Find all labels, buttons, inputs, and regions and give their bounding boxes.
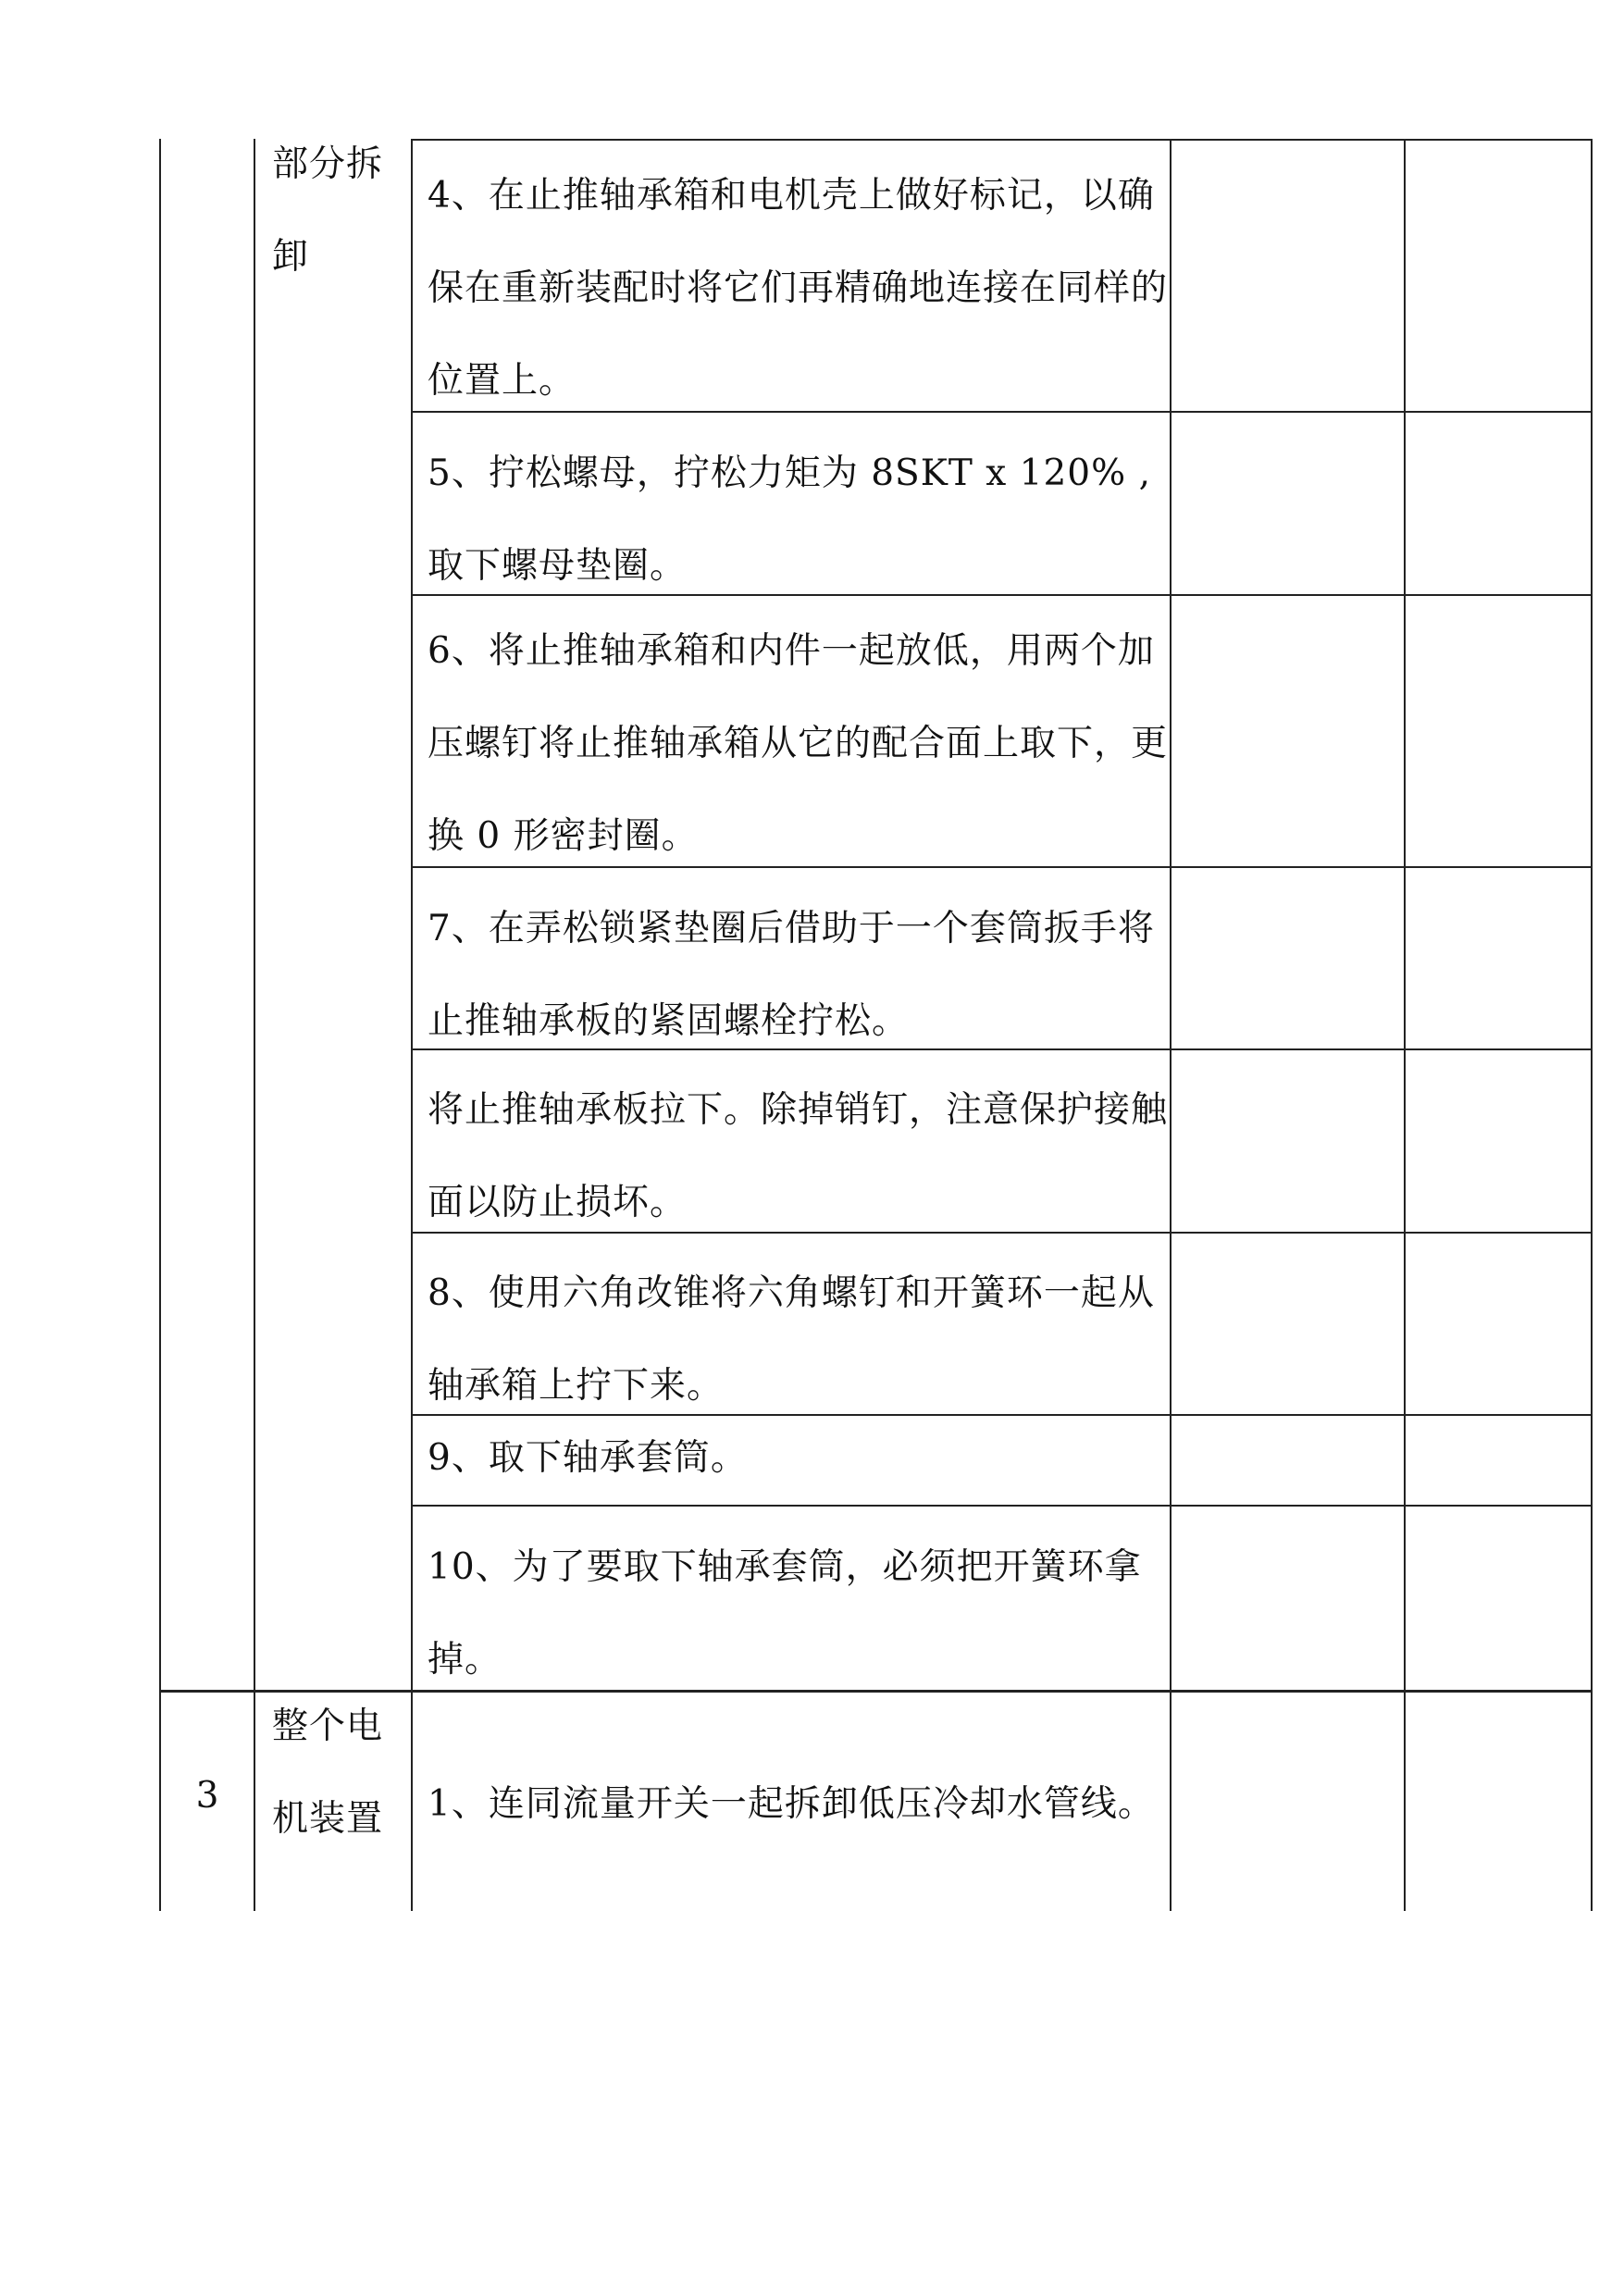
step-4: 4、在止推轴承箱和电机壳上做好标记，以确保在重新装配时将它们再精确地连接在同样的位置上。 xyxy=(428,175,1169,402)
category-label-whole-motor: 整个电机装置 xyxy=(272,1706,384,1840)
table-column-divider-2 xyxy=(411,139,413,1911)
step-7: 7、在弄松锁紧垫圈后借助于一个套筒扳手将止推轴承板的紧固螺栓拧松。 xyxy=(428,908,1155,1042)
table-border-left xyxy=(159,139,161,1911)
category-label-partial-disassembly: 部分拆卸 xyxy=(272,143,384,278)
table-column-divider-1 xyxy=(254,139,255,1911)
step-9: 9、取下轴承套筒。 xyxy=(428,1437,748,1479)
table-column-divider-4 xyxy=(1404,139,1406,1911)
step-6: 6、将止推轴承箱和内件一起放低，用两个加压螺钉将止推轴承箱从它的配合面上取下，更换 0 形密封圈。 xyxy=(428,630,1169,857)
step-8: 8、使用六角改锥将六角螺钉和开簧环一起从轴承箱上拧下来。 xyxy=(428,1272,1155,1407)
step-5: 5、拧松螺母，拧松力矩为 8SKT x 120% ,取下螺母垫圈。 xyxy=(428,453,1151,587)
row-line-7 xyxy=(411,1505,1593,1507)
step-3-1: 1、连同流量开关一起拆卸低压冷却水管线。 xyxy=(428,1783,1155,1825)
table-border-right xyxy=(1591,139,1593,1911)
row-number-3: 3 xyxy=(195,1775,219,1817)
row-line-top xyxy=(411,139,1593,141)
step-7-continued: 将止推轴承板拉下。除掉销钉，注意保护接触面以防止损坏。 xyxy=(428,1089,1169,1223)
step-10: 10、为了要取下轴承套筒，必须把开簧环拿掉。 xyxy=(428,1546,1142,1681)
